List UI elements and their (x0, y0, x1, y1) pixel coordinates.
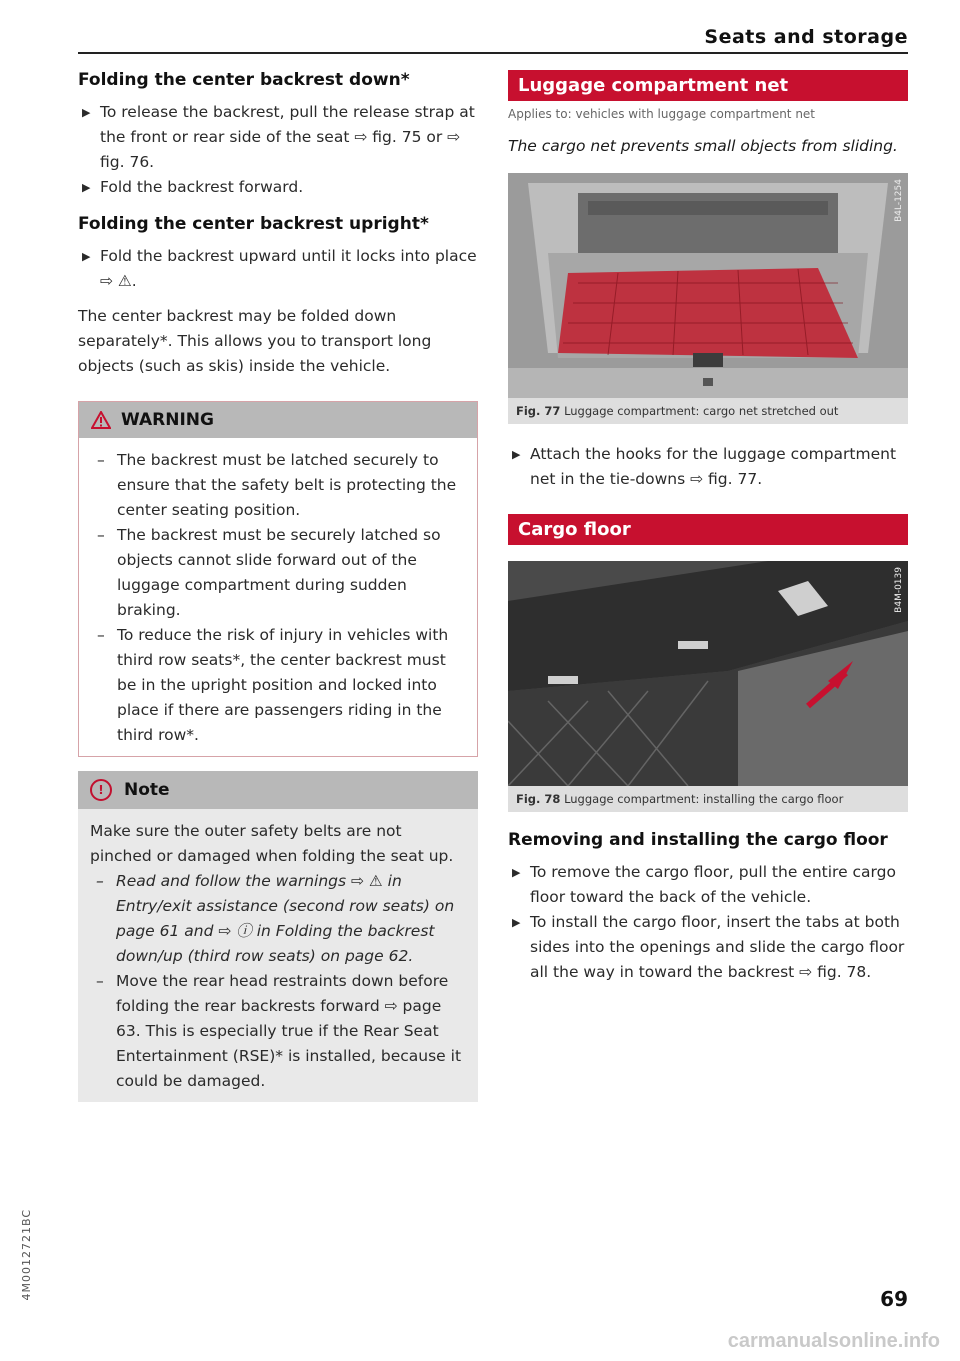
net-steps (508, 442, 908, 492)
figure-code: B4M-0139 (894, 567, 904, 613)
section-heading-cargo-floor: Removing and installing the cargo floor (508, 830, 888, 850)
step-bullet-icon: ▶ (512, 448, 521, 461)
body-paragraph: The center backrest may be folded down separately*. This allows you to transport long objects (such as skis) inside the vehicle. (78, 307, 432, 375)
step-item: ▶ Fold the backrest forward. (78, 175, 478, 200)
section-bar-cargo-floor: Cargo floor (508, 514, 908, 545)
right-column (508, 70, 908, 985)
step-item: ▶ To remove the cargo floor, pull the entire cargo floor toward the back of the vehicle. (508, 860, 908, 910)
section-heading-fold-down: Folding the center backrest down* (78, 70, 410, 90)
header-rule (78, 52, 908, 54)
step-bullet-icon: ▶ (82, 181, 91, 194)
step-item: ▶ Attach the hooks for the luggage compartment net in the tie-downs ⇨ fig. 77. (508, 442, 908, 492)
cargo-net-illustration (508, 173, 908, 398)
cargo-floor-illustration (508, 561, 908, 786)
fold-up-steps (78, 244, 478, 294)
warning-header (79, 402, 477, 438)
applies-to-text: Applies to: vehicles with luggage compartment net (508, 107, 816, 121)
warning-list (91, 448, 465, 748)
note-item: – Read and follow the warnings ⇨ ⚠ in Entry/exit assistance (second row seats) on page 61 and ⇨ ⓘ in Folding the backrest down/up (third row seats) on page 62. (96, 872, 455, 965)
step-bullet-icon: ▶ (82, 250, 91, 263)
warning-item: – The backrest must be securely latched so objects cannot slide forward out of the luggage compartment during sudden braking. (97, 526, 441, 619)
step-bullet-icon: ▶ (512, 916, 521, 929)
step-item: ▶ To release the backrest, pull the release strap at the front or rear side of the seat ⇨ fig. 75 or ⇨ fig. 76. (78, 100, 478, 175)
note-text: Make sure the outer safety belts are not pinched or damaged when folding the seat up. (90, 822, 454, 865)
document-code: 4M0012721BC (20, 1209, 33, 1301)
note-body (78, 809, 478, 1102)
page-number: 69 (880, 1287, 908, 1311)
figure-code: B4L-1254 (894, 179, 904, 222)
section-bar-luggage-net: Luggage compartment net (508, 70, 908, 101)
floor-steps (508, 860, 908, 985)
intro-text: The cargo net prevents small objects from sliding. (508, 137, 898, 155)
step-bullet-icon: ▶ (82, 106, 91, 119)
section-heading-fold-up: Folding the center backrest upright* (78, 214, 429, 234)
note-list (90, 869, 466, 1094)
warning-triangle-icon (91, 411, 111, 429)
watermark: carmanualsonline.info (727, 1330, 940, 1352)
warning-body (79, 438, 477, 756)
figure-78 (508, 561, 908, 812)
step-item: ▶ To install the cargo floor, insert the tabs at both sides into the openings and slide the cargo floor all the way in toward the backrest ⇨ fig. 78. (508, 910, 908, 985)
note-item: – Move the rear head restraints down before folding the rear backrests forward ⇨ page 63. This is especially true if the Rear Seat Entertainment (RSE)* is installed, because it could be damaged. (96, 972, 462, 1090)
step-bullet-icon: ▶ (512, 866, 521, 879)
figure-caption: Fig. 78 Luggage compartment: installing the cargo floor (516, 792, 844, 806)
warning-box (78, 401, 478, 757)
note-header (78, 771, 478, 809)
figure-77 (508, 173, 908, 424)
fold-down-steps (78, 100, 478, 200)
info-circle-icon: ! (90, 779, 112, 801)
warning-item: – The backrest must be latched securely to ensure that the safety belt is protecting the center seating position. (97, 451, 457, 519)
running-header: Seats and storage (704, 26, 908, 48)
note-title: Note (124, 780, 170, 800)
note-box (78, 771, 478, 1102)
figure-caption: Fig. 77 Luggage compartment: cargo net stretched out (516, 404, 839, 418)
warning-item: – To reduce the risk of injury in vehicles with third row seats*, the center backrest must be in the upright position and locked into place if there are passengers riding in the third row*. (97, 626, 449, 744)
warning-title: WARNING (121, 410, 214, 430)
left-column (78, 70, 478, 1102)
step-item: ▶ Fold the backrest upward until it locks into place ⇨ ⚠. (78, 244, 478, 294)
